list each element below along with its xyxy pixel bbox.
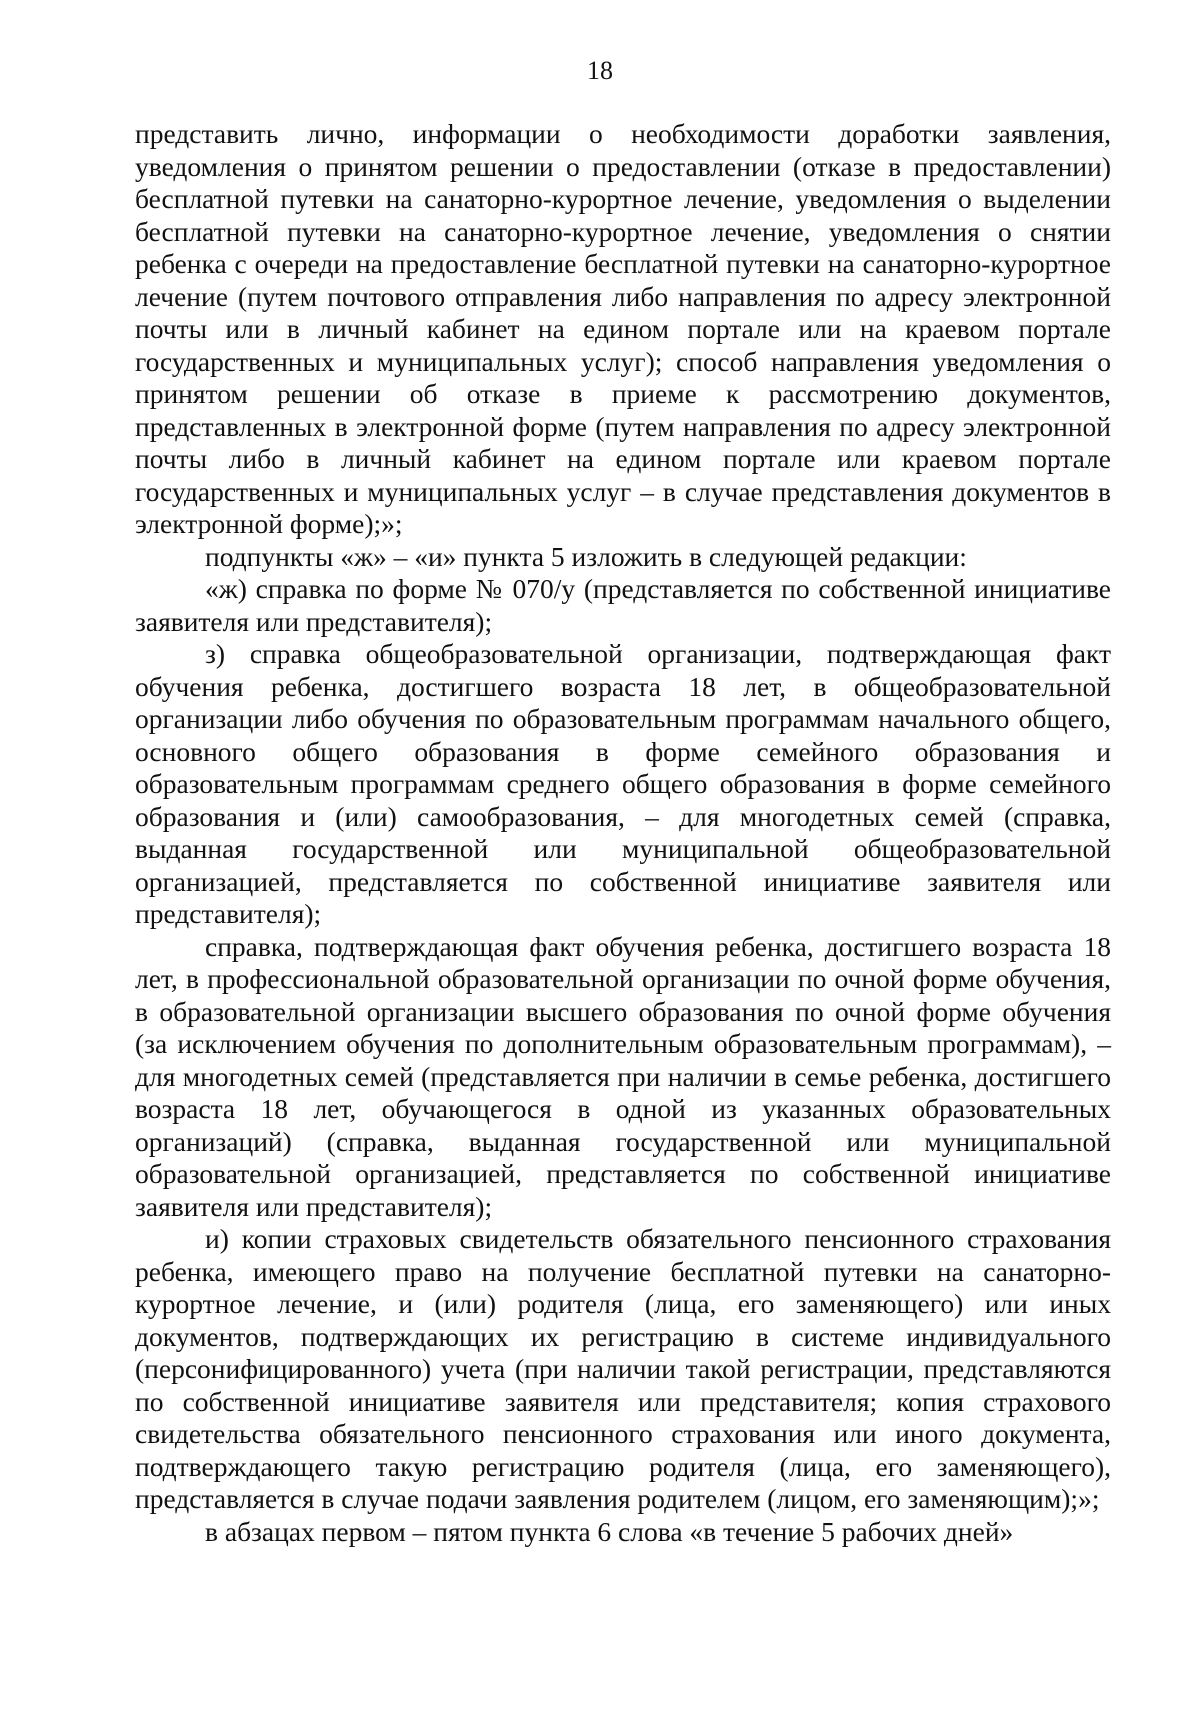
- paragraph-professional-education-certificate: справка, подтверждающая факт обучения ребенка, достигшего возраста 18 лет, в профессиональной образовательной организации по очной форме обучения, в образовательной организации высшего образования по очной форме обучения (за исключением обучения по дополнительным образовательным программам), – для многодетных семей (представляется при наличии в семье ребенка, достигшего возраста 18 лет, обучающегося в одной из указанных образовательных организаций) (справка, выданная государственной или муниципальной образовательной организацией, представляется по собственной инициативе заявителя или представителя);: [135, 930, 1111, 1222]
- paragraph-subclauses-amendment: подпункты «ж» – «и» пункта 5 изложить в следующей редакции:: [205, 540, 967, 572]
- paragraph-subclause-zh: «ж) справка по форме № 070/у (представляется по собственной инициативе заявителя или представителя);: [135, 573, 1111, 637]
- paragraph-clause-6-amendment: в абзацах первом – пятом пункта 6 слова «в течение 5 рабочих дней»: [205, 1515, 1014, 1547]
- paragraph-subclause-i: и) копии страховых свидетельств обязательного пенсионного страхования ребенка, имеющего право на получение бесплатной путевки на санаторно-курортное лечение, и (или) родителя (лица, его заменяющего) или иных документов, подтверждающих их регистрацию в системе индивидуального (персонифицированного) учета (при наличии такой регистрации, представляются по собственной инициативе заявителя или представителя; копия страхового свидетельства обязательного пенсионного страхования или иного документа, подтверждающего такую регистрацию родителя (лица, его заменяющего), представляется в случае подачи заявления родителем (лицом, его заменяющим);»;: [135, 1223, 1111, 1514]
- page-number: 18: [587, 56, 613, 85]
- paragraph-notification-methods: представить лично, информации о необходимости доработки заявления, уведомления о принятом решении о предоставлении (отказе в предоставлении) бесплатной путевки на санаторно-курортное лечение, уведомления о выделении бесплатной путевки на санаторно-курортное лечение, уведомления о снятии ребенка с очереди на предоставление бесплатной путевки на санаторно-курортное лечение (путем почтового отправления либо направления по адресу электронной почты или в личный кабинет на едином портале или на краевом портале государственных и муниципальных услуг); способ направления уведомления о принятом решении об отказе в приеме к рассмотрению документов, представленных в электронной форме (путем направления по адресу электронной почты либо в личный кабинет на едином портале или краевом портале государственных и муниципальных услуг – в случае представления документов в электронной форме);»;: [135, 118, 1111, 539]
- paragraph-subclause-z: з) справка общеобразовательной организации, подтверждающая факт обучения ребенка, достигшего возраста 18 лет, в общеобразовательной организации либо обучения по образовательным программам начального общего, основного общего образования в форме семейного образования и образовательным программам среднего общего образования в форме семейного образования и (или) самообразования, – для многодетных семей (справка, выданная государственной или муниципальной общеобразовательной организацией, представляется по собственной инициативе заявителя или представителя);: [135, 638, 1111, 929]
- document-body: [135, 118, 1111, 1548]
